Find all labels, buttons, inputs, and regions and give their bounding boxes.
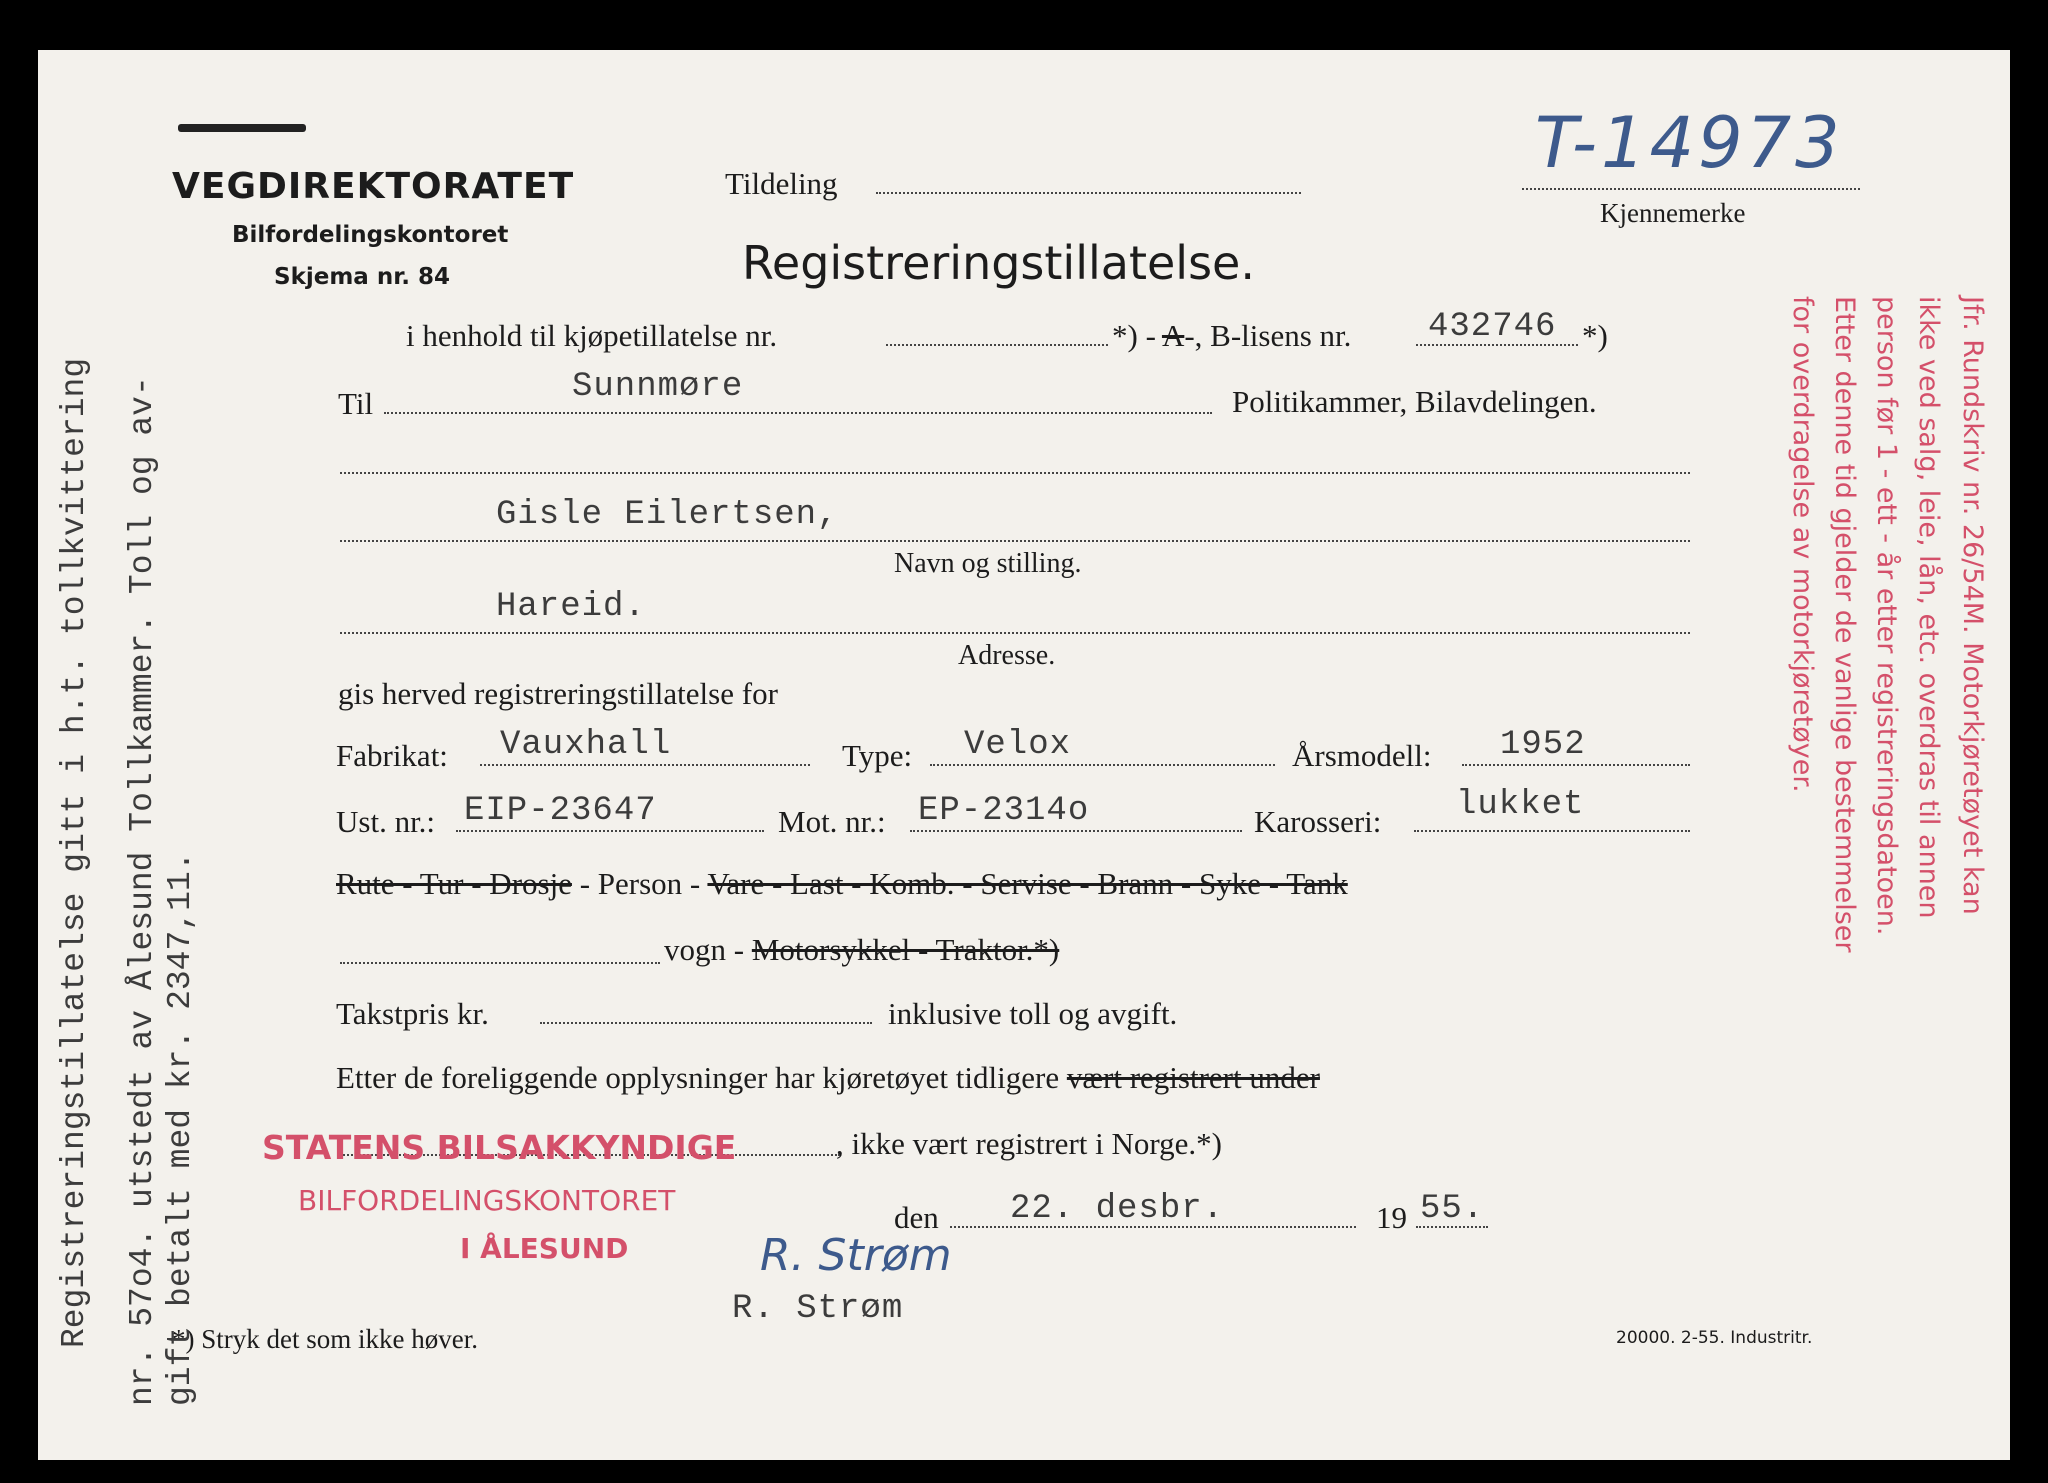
tildeling-label: Tildeling [725,166,838,201]
vogn-line [340,962,660,964]
fabrikat-value: Vauxhall [500,726,672,764]
vogn-categories: vogn - Motorsykkel - Traktor.*) [664,932,1060,967]
den-label: den [894,1200,939,1235]
address-line [340,632,1690,634]
takstpris-line [540,1022,872,1024]
vehicle-categories: Rute - Tur - Drosje - Person - Vare - Last - Komb. - Servise - Brann - Syke - Tank [336,866,1348,901]
arsmodell-line [1462,764,1690,766]
takstpris-label: Takstpris kr. [336,996,489,1031]
registration-number: T-14973 [1535,102,1844,184]
emblem-mark [178,124,306,132]
karosseri-label: Karosseri: [1254,804,1382,839]
lisens-a-prefix: *) - A-, B-lisens nr. [1112,318,1352,353]
ust-value: EIP-23647 [464,792,657,830]
til-label: Til [338,386,374,421]
karosseri-line [1414,830,1690,832]
til-line [384,412,1212,414]
year-value: 55. [1420,1190,1485,1228]
name-value: Gisle Eilertsen, [496,496,839,534]
year-line [1416,1226,1488,1228]
date-value: 22. desbr. [1010,1190,1225,1228]
stamp-line-1: STATENS BILSAKKYNDIGE [262,1128,737,1167]
type-label: Type: [842,738,913,773]
takstpris-suffix: inklusive toll og avgift. [888,996,1178,1031]
name-caption: Navn og stilling. [894,548,1082,579]
arsmodell-label: Årsmodell: [1292,738,1432,773]
ust-line [456,830,764,832]
typed-signature: R. Strøm [732,1290,904,1328]
margin-line-1: Registreringstillatelse gitt i h.t. tollkvittering [56,357,93,1348]
history-line-2: , ikke vært registrert i Norge.*) [836,1126,1222,1161]
lisens-number: 432746 [1428,308,1557,346]
right-note-line-1: Jfr. Rundskriv nr. 26/54M. Motorkjøretøyet kan [1957,296,1988,915]
right-note-line-2: ikke ved salg, leie, lån, etc. overdras til annen [1913,296,1944,919]
year-prefix: 19 [1376,1200,1407,1235]
tildeling-line [876,192,1301,194]
address-value: Hareid. [496,588,646,626]
mot-label: Mot. nr.: [778,804,886,839]
type-value: Velox [964,726,1072,764]
document-title: Registreringstillatelse. [742,236,1255,290]
gis-herved-text: gis herved registreringstillatelse for [338,676,778,711]
kjennemerke-label: Kjennemerke [1600,198,1746,228]
address-caption: Adresse. [958,640,1056,671]
ust-label: Ust. nr.: [336,804,436,839]
type-line [930,764,1275,766]
footer-note: *) Stryk det som ikke høver. [172,1324,478,1354]
form-number: Skjema nr. 84 [274,264,451,290]
margin-line-2: nr. 57o4. utstedt av Ålesund Tollkammer. Toll og av- [124,376,161,1406]
fabrikat-label: Fabrikat: [336,738,448,773]
right-note-line-4: Etter denne tid gjelder de vanlige bestemmelser [1829,296,1860,953]
print-info: 20000. 2-55. Industritr. [1616,1328,1813,1348]
mot-line [910,830,1242,832]
margin-line-3: gift betalt med kr. 2347,11. [162,851,199,1406]
lisens-end: *) [1582,318,1608,353]
lisens-line [1416,344,1578,346]
arsmodell-value: 1952 [1500,726,1586,764]
org-name: VEGDIREKTORATET [172,166,575,207]
stamp-line-2: BILFORDELINGSKONTORET [298,1184,676,1217]
karosseri-value: lukket [1456,786,1585,824]
right-note-line-5: for overdragelse av motorkjøretøyer. [1787,296,1818,793]
til-suffix: Politikammer, Bilavdelingen. [1232,384,1597,419]
handwritten-signature: R. Strøm [760,1230,952,1281]
kjopetillatelse-line [886,344,1108,346]
name-line [340,540,1690,542]
history-line-1: Etter de foreliggende opplysninger har kjøretøyet tidligere vært registrert under [336,1060,1320,1095]
right-note-line-3: person før 1 - ett - år etter registreringsdatoen. [1871,296,1902,936]
blank-line [340,472,1690,474]
fabrikat-line [480,764,810,766]
mot-value: EP-2314o [918,792,1090,830]
office-name: Bilfordelingskontoret [232,222,509,248]
kjopetillatelse-label: i henhold til kjøpetillatelse nr. [406,318,778,353]
kjennemerke-line [1522,188,1860,190]
stamp-line-3: I ÅLESUND [460,1232,629,1265]
date-line [950,1226,1356,1228]
til-value: Sunnmøre [572,368,744,406]
